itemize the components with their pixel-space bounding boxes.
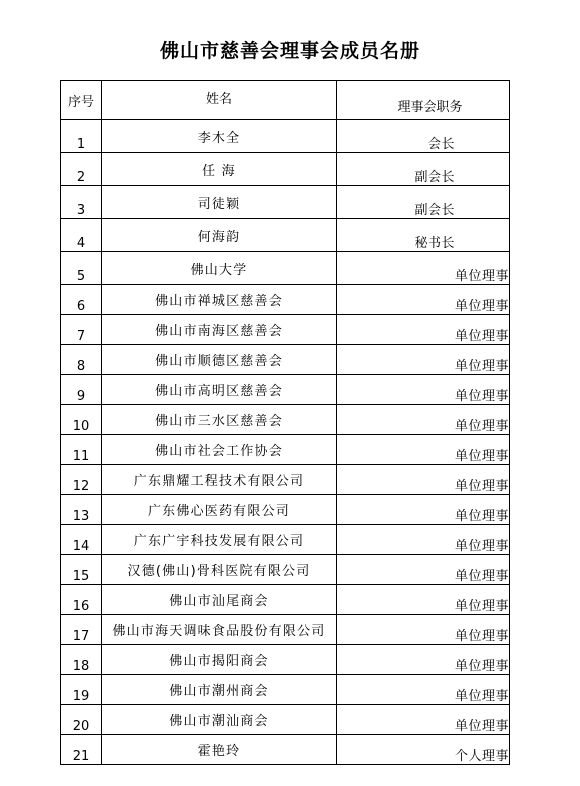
table-row (61, 555, 510, 585)
member-name: 汉德(佛山)骨科医院有限公司 (102, 555, 337, 585)
document-title: 佛山市慈善会理事会成员名册 (159, 40, 420, 62)
row-number: 1 (61, 120, 102, 153)
member-name: 佛山市南海区慈善会 (102, 315, 337, 345)
table-row (61, 645, 510, 675)
table-row (61, 252, 510, 285)
row-number: 8 (61, 345, 102, 375)
member-position: 单位理事 (337, 375, 510, 405)
member-position: 单位理事 (337, 675, 510, 705)
member-position: 单位理事 (337, 645, 510, 675)
member-position: 秘书长 (337, 219, 510, 252)
row-number: 19 (61, 675, 102, 705)
member-name: 佛山市禅城区慈善会 (102, 285, 337, 315)
member-position: 单位理事 (337, 585, 510, 615)
member-position: 单位理事 (337, 315, 510, 345)
member-position: 单位理事 (337, 705, 510, 735)
member-name: 佛山市潮州商会 (102, 675, 337, 705)
member-name: 佛山市海天调味食品股份有限公司 (102, 615, 337, 645)
table-row (61, 495, 510, 525)
table-row (61, 615, 510, 645)
row-number: 17 (61, 615, 102, 645)
table-row (61, 186, 510, 219)
table-row (61, 675, 510, 705)
row-number: 4 (61, 219, 102, 252)
table-row (61, 375, 510, 405)
member-position: 单位理事 (337, 525, 510, 555)
member-name: 佛山市社会工作协会 (102, 435, 337, 465)
row-number: 11 (61, 435, 102, 465)
row-number: 16 (61, 585, 102, 615)
header-council-position: 理事会职务 (337, 81, 510, 120)
table-row (61, 525, 510, 555)
row-number: 21 (61, 735, 102, 765)
table-row (61, 153, 510, 186)
row-number: 9 (61, 375, 102, 405)
member-name: 广东鼎耀工程技术有限公司 (102, 465, 337, 495)
member-position: 单位理事 (337, 252, 510, 285)
table-row (61, 735, 510, 765)
row-number: 5 (61, 252, 102, 285)
row-number: 20 (61, 705, 102, 735)
member-position: 单位理事 (337, 345, 510, 375)
member-position: 个人理事 (337, 735, 510, 765)
table-header-row (61, 81, 510, 120)
table-row (61, 315, 510, 345)
header-serial-number: 序号 (61, 81, 102, 120)
member-roster-table (60, 80, 510, 765)
member-name: 任 海 (102, 153, 337, 186)
table-row (61, 705, 510, 735)
member-position: 单位理事 (337, 405, 510, 435)
member-name: 司徒颖 (102, 186, 337, 219)
table-body (61, 120, 510, 765)
member-name: 佛山市揭阳商会 (102, 645, 337, 675)
member-position: 单位理事 (337, 465, 510, 495)
row-number: 7 (61, 315, 102, 345)
row-number: 6 (61, 285, 102, 315)
member-name: 广东佛心医药有限公司 (102, 495, 337, 525)
member-name: 何海韵 (102, 219, 337, 252)
member-position: 单位理事 (337, 615, 510, 645)
member-name: 佛山市潮汕商会 (102, 705, 337, 735)
member-position: 单位理事 (337, 285, 510, 315)
member-name: 广东广宇科技发展有限公司 (102, 525, 337, 555)
member-position: 副会长 (337, 153, 510, 186)
table-row (61, 585, 510, 615)
row-number: 18 (61, 645, 102, 675)
row-number: 12 (61, 465, 102, 495)
table-row (61, 285, 510, 315)
row-number: 15 (61, 555, 102, 585)
member-name: 佛山市高明区慈善会 (102, 375, 337, 405)
member-name: 佛山大学 (102, 252, 337, 285)
member-position: 副会长 (337, 186, 510, 219)
member-name: 佛山市顺德区慈善会 (102, 345, 337, 375)
table-row (61, 405, 510, 435)
member-position: 会长 (337, 120, 510, 153)
member-position: 单位理事 (337, 435, 510, 465)
member-name: 李木全 (102, 120, 337, 153)
row-number: 3 (61, 186, 102, 219)
table-row (61, 120, 510, 153)
table-row (61, 435, 510, 465)
table-row (61, 465, 510, 495)
member-name: 霍艳玲 (102, 735, 337, 765)
member-name: 佛山市三水区慈善会 (102, 405, 337, 435)
row-number: 2 (61, 153, 102, 186)
row-number: 13 (61, 495, 102, 525)
row-number: 14 (61, 525, 102, 555)
member-position: 单位理事 (337, 555, 510, 585)
header-name: 姓名 (102, 81, 337, 120)
member-position: 单位理事 (337, 495, 510, 525)
table-row (61, 219, 510, 252)
table-row (61, 345, 510, 375)
row-number: 10 (61, 405, 102, 435)
member-name: 佛山市汕尾商会 (102, 585, 337, 615)
